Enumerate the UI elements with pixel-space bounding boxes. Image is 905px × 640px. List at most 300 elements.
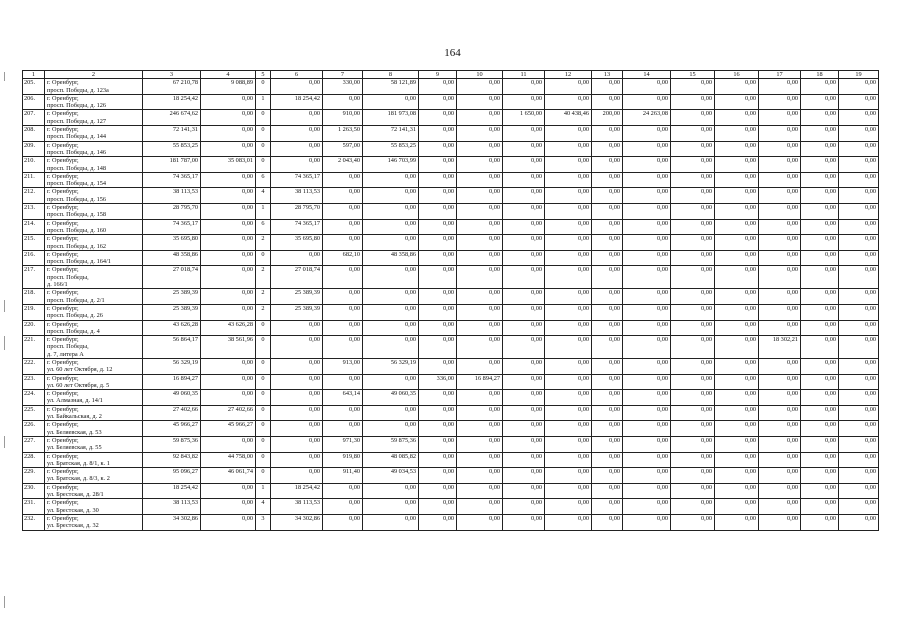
value-cell: 0,00 [839,289,879,305]
table-row [23,266,879,289]
table-row [23,452,879,468]
address-cell [45,514,143,530]
value-cell: 330,00 [323,79,363,95]
value-cell: 0 [256,405,271,421]
value-cell: 0,00 [271,320,323,336]
value-cell: 0,00 [715,483,759,499]
value-cell: 0,00 [545,483,592,499]
value-cell: 910,00 [323,110,363,126]
value-cell: 0,00 [759,468,801,484]
value-cell: 6 [256,219,271,235]
address-line: г. Оренбург, [47,468,79,476]
value-cell: 0,00 [201,141,256,157]
value-cell: 0,00 [201,126,256,142]
value-cell: 2 [256,289,271,305]
address-line: г. Оренбург, [47,374,79,382]
value-cell: 49 060,35 [363,390,419,406]
value-cell: 0,00 [759,219,801,235]
value-cell: 9 088,89 [201,79,256,95]
value-cell: 913,00 [323,358,363,374]
value-cell: 0,00 [839,126,879,142]
value-cell: 336,00 [419,374,457,390]
value-cell: 0,00 [623,289,671,305]
value-cell: 0,00 [801,336,839,359]
value-cell: 0,00 [715,172,759,188]
value-cell: 0 [256,79,271,95]
value-cell: 0,00 [671,390,715,406]
value-cell: 0,00 [271,452,323,468]
value-cell: 0,00 [419,514,457,530]
value-cell: 0,00 [759,94,801,110]
table-row [23,219,879,235]
value-cell: 0,00 [801,320,839,336]
value-cell: 1 263,50 [323,126,363,142]
address-cell [45,421,143,437]
value-cell: 0,00 [715,358,759,374]
row-number: 228. [23,452,45,468]
value-cell: 0,00 [457,421,503,437]
value-cell: 0,00 [323,219,363,235]
value-cell: 35 695,80 [271,235,323,251]
value-cell: 43 626,28 [143,320,201,336]
value-cell: 0,00 [503,320,545,336]
value-cell: 597,00 [323,141,363,157]
margin-mark [4,72,5,81]
value-cell: 0,00 [545,452,592,468]
value-cell: 0,00 [201,110,256,126]
value-cell: 95 096,27 [143,468,201,484]
value-cell: 0,00 [623,235,671,251]
value-cell: 0,00 [457,358,503,374]
value-cell: 0,00 [503,219,545,235]
data-table [22,70,879,531]
value-cell: 0,00 [419,188,457,204]
value-cell: 0,00 [839,374,879,390]
address-cell [45,483,143,499]
address-line: г. Оренбург, [47,421,79,429]
value-cell: 0,00 [839,266,879,289]
value-cell: 0,00 [801,499,839,515]
column-header: 10 [457,71,503,79]
value-cell: 0,00 [545,499,592,515]
column-header: 11 [503,71,545,79]
address-cell [45,390,143,406]
address-line: просп. Победы, д. 158 [47,211,107,219]
value-cell: 0,00 [545,266,592,289]
value-cell: 0,00 [419,172,457,188]
value-cell: 0,00 [271,421,323,437]
value-cell: 0,00 [503,405,545,421]
value-cell: 0,00 [801,405,839,421]
value-cell: 72 141,31 [363,126,419,142]
value-cell: 0,00 [759,320,801,336]
value-cell: 49 060,35 [143,390,201,406]
value-cell: 0,00 [419,266,457,289]
address-cell [45,79,143,95]
value-cell: 0,00 [759,235,801,251]
value-cell: 0,00 [363,266,419,289]
value-cell: 0,00 [323,94,363,110]
value-cell: 0,00 [201,483,256,499]
address-cell [45,219,143,235]
value-cell: 0,00 [363,320,419,336]
value-cell: 0,00 [759,250,801,266]
value-cell: 0,00 [759,110,801,126]
value-cell: 0,00 [363,304,419,320]
value-cell: 0,00 [201,390,256,406]
value-cell: 0,00 [623,266,671,289]
value-cell: 0,00 [271,126,323,142]
address-line: г. Оренбург, [47,390,79,398]
address-line: просп. Победы, [47,273,89,281]
value-cell: 0,00 [759,188,801,204]
value-cell: 0 [256,358,271,374]
value-cell: 0,00 [623,468,671,484]
value-cell: 18 254,42 [271,94,323,110]
value-cell: 0,00 [839,336,879,359]
value-cell: 0,00 [801,374,839,390]
value-cell: 0,00 [271,110,323,126]
value-cell: 0,00 [592,235,623,251]
column-header: 7 [323,71,363,79]
value-cell: 971,30 [323,436,363,452]
address-line: просп. Победы, д. 4 [47,327,100,335]
column-header: 18 [801,71,839,79]
value-cell: 0,00 [759,358,801,374]
column-header: 5 [256,71,271,79]
value-cell: 0,00 [801,390,839,406]
value-cell: 0,00 [503,436,545,452]
value-cell: 2 [256,304,271,320]
value-cell: 0,00 [715,157,759,173]
value-cell: 0,00 [715,235,759,251]
value-cell: 0,00 [623,514,671,530]
value-cell: 0,00 [419,499,457,515]
value-cell: 0,00 [671,110,715,126]
value-cell: 0,00 [323,188,363,204]
value-cell: 0,00 [759,204,801,220]
row-number: 221. [23,336,45,359]
value-cell: 0,00 [457,94,503,110]
value-cell: 0,00 [419,157,457,173]
address-cell [45,94,143,110]
address-cell [45,289,143,305]
table-row [23,304,879,320]
value-cell: 0,00 [801,421,839,437]
margin-mark [4,336,5,350]
value-cell: 0,00 [715,336,759,359]
value-cell: 0,00 [545,157,592,173]
row-number: 210. [23,157,45,173]
value-cell: 0,00 [503,421,545,437]
address-line: г. Оренбург, [47,266,79,274]
value-cell: 0,00 [671,358,715,374]
value-cell: 34 302,86 [143,514,201,530]
value-cell: 0,00 [839,436,879,452]
value-cell: 0,00 [271,436,323,452]
value-cell: 18 254,42 [143,94,201,110]
row-number: 224. [23,390,45,406]
address-line: г. Оренбург, [47,483,79,491]
address-line: г. Оренбург, [47,110,79,118]
value-cell: 0,00 [839,390,879,406]
value-cell: 0,00 [839,79,879,95]
value-cell: 0,00 [503,289,545,305]
value-cell: 16 894,27 [143,374,201,390]
value-cell: 0,00 [839,405,879,421]
row-number: 230. [23,483,45,499]
value-cell: 0,00 [623,405,671,421]
value-cell: 0,00 [363,188,419,204]
row-number: 226. [23,421,45,437]
table-row [23,250,879,266]
value-cell: 0,00 [545,421,592,437]
value-cell: 0,00 [503,235,545,251]
value-cell: 0,00 [503,390,545,406]
value-cell: 0,00 [457,405,503,421]
value-cell: 0,00 [503,79,545,95]
address-cell [45,204,143,220]
address-line: просп. Победы, д. 156 [47,195,107,203]
value-cell: 74 365,17 [143,172,201,188]
value-cell: 682,10 [323,250,363,266]
value-cell: 38 113,53 [143,499,201,515]
value-cell: 0,00 [592,468,623,484]
value-cell: 0,00 [323,483,363,499]
value-cell: 0,00 [457,188,503,204]
value-cell: 0,00 [503,188,545,204]
value-cell: 0,00 [801,172,839,188]
value-cell: 0,00 [457,468,503,484]
row-number: 225. [23,405,45,421]
address-cell [45,374,143,390]
value-cell: 0,00 [201,188,256,204]
row-number: 219. [23,304,45,320]
value-cell: 0,00 [201,172,256,188]
table-row [23,94,879,110]
value-cell: 0,00 [545,405,592,421]
value-cell: 0,00 [592,405,623,421]
value-cell: 0,00 [545,250,592,266]
value-cell: 0,00 [503,499,545,515]
value-cell: 0,00 [503,172,545,188]
value-cell: 0,00 [457,266,503,289]
value-cell: 27 402,66 [143,405,201,421]
value-cell: 0,00 [671,320,715,336]
value-cell: 0,00 [671,94,715,110]
value-cell: 0,00 [457,304,503,320]
value-cell: 0,00 [419,452,457,468]
address-line: г. Оренбург, [47,289,79,297]
address-line: г. Оренбург, [47,94,79,102]
address-line: г. Оренбург, [47,235,79,243]
value-cell: 0,00 [623,157,671,173]
value-cell: 0,00 [545,94,592,110]
address-line: просп. Победы, д. 148 [47,164,107,172]
value-cell: 0,00 [592,172,623,188]
value-cell: 0,00 [545,172,592,188]
value-cell: 0,00 [592,304,623,320]
row-number: 223. [23,374,45,390]
value-cell: 0,00 [671,235,715,251]
value-cell: 0,00 [457,483,503,499]
value-cell: 25 389,39 [143,304,201,320]
value-cell: 0,00 [801,452,839,468]
row-number: 217. [23,266,45,289]
row-number: 231. [23,499,45,515]
value-cell: 0,00 [623,304,671,320]
value-cell: 0,00 [271,358,323,374]
address-cell [45,499,143,515]
address-cell [45,304,143,320]
address-line: просп. Победы, д. 154 [47,180,107,188]
value-cell: 0,00 [759,266,801,289]
address-line: г. Оренбург, [47,514,79,522]
table-row [23,320,879,336]
value-cell: 92 843,82 [143,452,201,468]
value-cell: 38 113,53 [271,499,323,515]
value-cell: 18 254,42 [143,483,201,499]
value-cell: 0,00 [671,157,715,173]
address-line: просп. Победы, д. 162 [47,242,107,250]
value-cell: 0,00 [715,204,759,220]
value-cell: 24 263,08 [623,110,671,126]
value-cell: 0,00 [715,188,759,204]
value-cell: 0,00 [419,405,457,421]
value-cell: 40 438,46 [545,110,592,126]
value-cell: 0,00 [801,141,839,157]
value-cell: 0,00 [839,483,879,499]
value-cell: 0,00 [715,94,759,110]
margin-mark [4,436,5,448]
value-cell: 0,00 [323,266,363,289]
table-row [23,126,879,142]
row-number: 215. [23,235,45,251]
value-cell: 0,00 [201,358,256,374]
value-cell: 0,00 [545,336,592,359]
value-cell: 0,00 [592,374,623,390]
address-line: просп. Победы, д. 26 [47,312,103,320]
value-cell: 0,00 [715,219,759,235]
value-cell: 0,00 [503,126,545,142]
value-cell: 0,00 [363,514,419,530]
value-cell: 0,00 [323,499,363,515]
value-cell: 0,00 [323,289,363,305]
table-row [23,483,879,499]
table-row [23,110,879,126]
address-cell [45,436,143,452]
value-cell: 0,00 [839,172,879,188]
value-cell: 0,00 [671,79,715,95]
value-cell: 0,00 [801,358,839,374]
value-cell: 0,00 [457,157,503,173]
value-cell: 0,00 [363,483,419,499]
value-cell: 0,00 [503,358,545,374]
row-number: 222. [23,358,45,374]
value-cell: 0,00 [201,499,256,515]
value-cell: 0,00 [592,266,623,289]
value-cell: 246 674,62 [143,110,201,126]
value-cell: 0,00 [592,390,623,406]
value-cell: 0,00 [801,304,839,320]
value-cell: 0,00 [457,390,503,406]
value-cell: 0,00 [545,204,592,220]
table-row [23,188,879,204]
column-header: 4 [201,71,256,79]
value-cell: 0,00 [759,390,801,406]
value-cell: 18 302,21 [759,336,801,359]
value-cell: 0,00 [801,79,839,95]
address-line: ул. Беляевская, д. 53 [47,428,102,436]
value-cell: 0,00 [715,468,759,484]
value-cell: 55 853,25 [143,141,201,157]
value-cell: 28 795,70 [271,204,323,220]
value-cell: 0,00 [503,266,545,289]
value-cell: 0,00 [623,436,671,452]
header-row [23,71,879,79]
value-cell: 0,00 [839,157,879,173]
value-cell: 0,00 [201,219,256,235]
value-cell: 0,00 [271,374,323,390]
value-cell: 0,00 [671,452,715,468]
value-cell: 0,00 [759,421,801,437]
value-cell: 0,00 [671,499,715,515]
value-cell: 0,00 [363,374,419,390]
value-cell: 0 [256,374,271,390]
value-cell: 0,00 [503,374,545,390]
value-cell: 0,00 [623,204,671,220]
address-line: г. Оренбург, [47,204,79,212]
value-cell: 0 [256,468,271,484]
address-line: д. 166/1 [47,281,68,289]
value-cell: 0,00 [457,204,503,220]
value-cell: 0,00 [503,514,545,530]
value-cell: 0,00 [503,304,545,320]
value-cell: 0,00 [759,452,801,468]
address-cell [45,250,143,266]
table-row [23,514,879,530]
value-cell: 0,00 [592,250,623,266]
column-header: 6 [271,71,323,79]
margin-mark [4,300,5,312]
value-cell: 0,00 [801,188,839,204]
value-cell: 0,00 [839,421,879,437]
address-line: просп. Победы, д. 127 [47,117,107,125]
value-cell: 0,00 [457,126,503,142]
address-line: г. Оренбург, [47,499,79,507]
address-cell [45,110,143,126]
value-cell: 200,00 [592,110,623,126]
address-line: г. Оренбург, [47,452,79,460]
row-number: 205. [23,79,45,95]
value-cell: 0,00 [545,514,592,530]
value-cell: 0,00 [839,499,879,515]
table-row [23,141,879,157]
page-number: 164 [444,47,461,59]
value-cell: 0,00 [363,204,419,220]
value-cell: 0,00 [801,126,839,142]
table-row [23,421,879,437]
address-line: г. Оренбург, [47,336,79,344]
value-cell: 0,00 [671,266,715,289]
value-cell: 0,00 [715,250,759,266]
column-header: 8 [363,71,419,79]
value-cell: 0,00 [592,436,623,452]
value-cell: 0,00 [363,219,419,235]
value-cell: 0,00 [801,204,839,220]
value-cell: 0,00 [715,304,759,320]
table-row [23,79,879,95]
